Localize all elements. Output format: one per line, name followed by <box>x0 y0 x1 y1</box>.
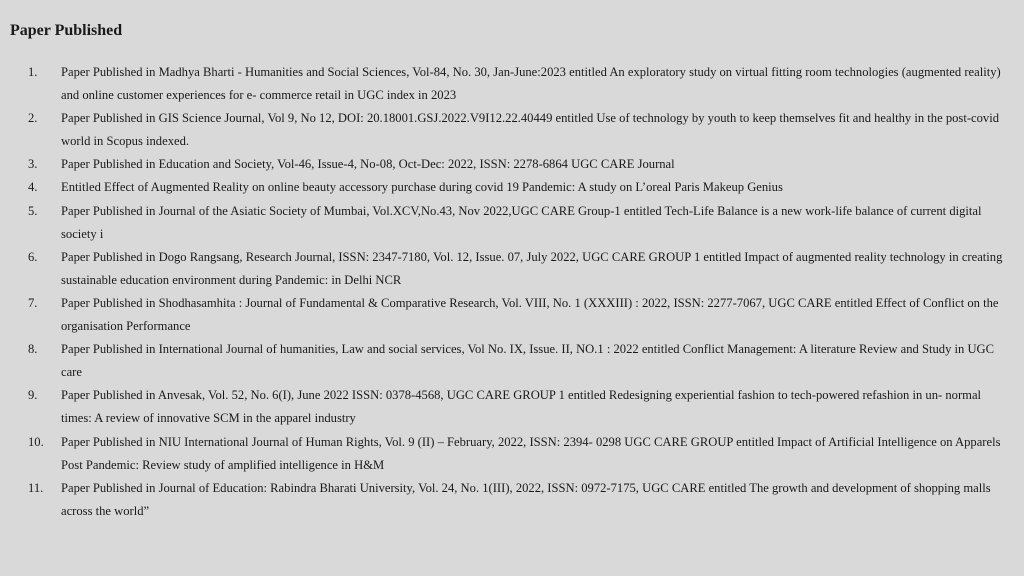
item-number: 6. <box>28 249 38 264</box>
item-text: Paper Published in International Journal of humanities, Law and social services, Vol No. IX, Issue. II, NO.1 : 2022 entitled Conflict Management: A literature Review and Study in UGC care <box>61 342 995 380</box>
item-number: 4. <box>28 180 38 195</box>
item-number: 1. <box>28 65 38 79</box>
item-text: Paper Published in Madhya Bharti - Humanities and Social Sciences, Vol-84, No. 30, Jan-June:2023 entitled An exploratory study on virtual fitting room technologies (augmented reality) and online customer experiences for e- commerce retail in UGC index in 2023 <box>61 65 1001 103</box>
item-text: Entitled Effect of Augmented Reality on online beauty accessory purchase during covid 19 Pandemic: A study on L’oreal Paris Makeup Genius <box>61 180 783 195</box>
item-text: Paper Published in Journal of the Asiatic Society of Mumbai, Vol.XCV,No.43, Nov 2022,UGC CARE Group-1 entitled Tech-Life Balance is a new work-life balance of current digital society i <box>61 203 982 241</box>
list-item <box>0 246 1024 292</box>
item-text: Paper Published in Shodhasamhita : Journal of Fundamental & Comparative Research, Vol. VIII, No. 1 (XXXIII) : 2022, ISSN: 2277-7067, UGC CARE entitled Effect of Conflict on the organisation Performance <box>61 295 999 334</box>
item-text: Paper Published in Education and Society, Vol-46, Issue-4, No-08, Oct-Dec: 2022, ISSN: 2278-6864 UGC CARE Journal <box>61 157 675 172</box>
paper-list <box>0 61 1024 523</box>
list-item <box>0 292 1024 338</box>
item-number: 2. <box>28 111 38 126</box>
item-text: Paper Published in Anvesak, Vol. 52, No. 6(I), June 2022 ISSN: 0378-4568, UGC CARE GROUP 1 entitled Redesigning experiential fashion to tech-powered refashion in un- normal times: A review of innovative SCM in the apparel industry <box>61 388 982 426</box>
list-item <box>0 200 1024 246</box>
item-number: 9. <box>28 388 38 403</box>
item-number: 7. <box>28 295 38 310</box>
item-number: 3. <box>28 157 38 172</box>
list-item <box>0 338 1024 384</box>
item-text: Paper Published in GIS Science Journal, Vol 9, No 12, DOI: 20.18001.GSJ.2022.V9I12.22.40449 entitled Use of technology by youth to keep themselves fit and healthy in the post-covid world in Scopus indexed. <box>61 111 999 149</box>
list-item <box>0 431 1024 477</box>
item-number: 10. <box>28 434 44 449</box>
list-item <box>0 153 1024 176</box>
item-number: 5. <box>28 203 38 218</box>
list-item <box>0 176 1024 199</box>
list-item <box>0 384 1024 430</box>
item-number: 11. <box>28 480 44 495</box>
item-text: Paper Published in NIU International Journal of Human Rights, Vol. 9 (II) – February, 2022, ISSN: 2394- 0298 UGC CARE GROUP entitled Impact of Artificial Intelligence on Apparels Post Pandemic: Review study of amplified intelligence in H&M <box>61 434 1001 472</box>
list-item <box>0 477 1024 523</box>
item-text: Paper Published in Dogo Rangsang, Research Journal, ISSN: 2347-7180, Vol. 12, Issue. 07, July 2022, UGC CARE GROUP 1 entitled Impact of augmented reality technology in creating sustainable education environment during Pandemic: in Delhi NCR <box>61 249 1003 287</box>
page-title: Paper Published <box>10 22 123 39</box>
list-item <box>0 61 1024 107</box>
item-number: 8. <box>28 342 38 357</box>
item-text: Paper Published in Journal of Education: Rabindra Bharati University, Vol. 24, No. 1(III), 2022, ISSN: 0972-7175, UGC CARE entitled The growth and development of shopping malls across the world” <box>61 480 991 518</box>
list-item <box>0 107 1024 153</box>
